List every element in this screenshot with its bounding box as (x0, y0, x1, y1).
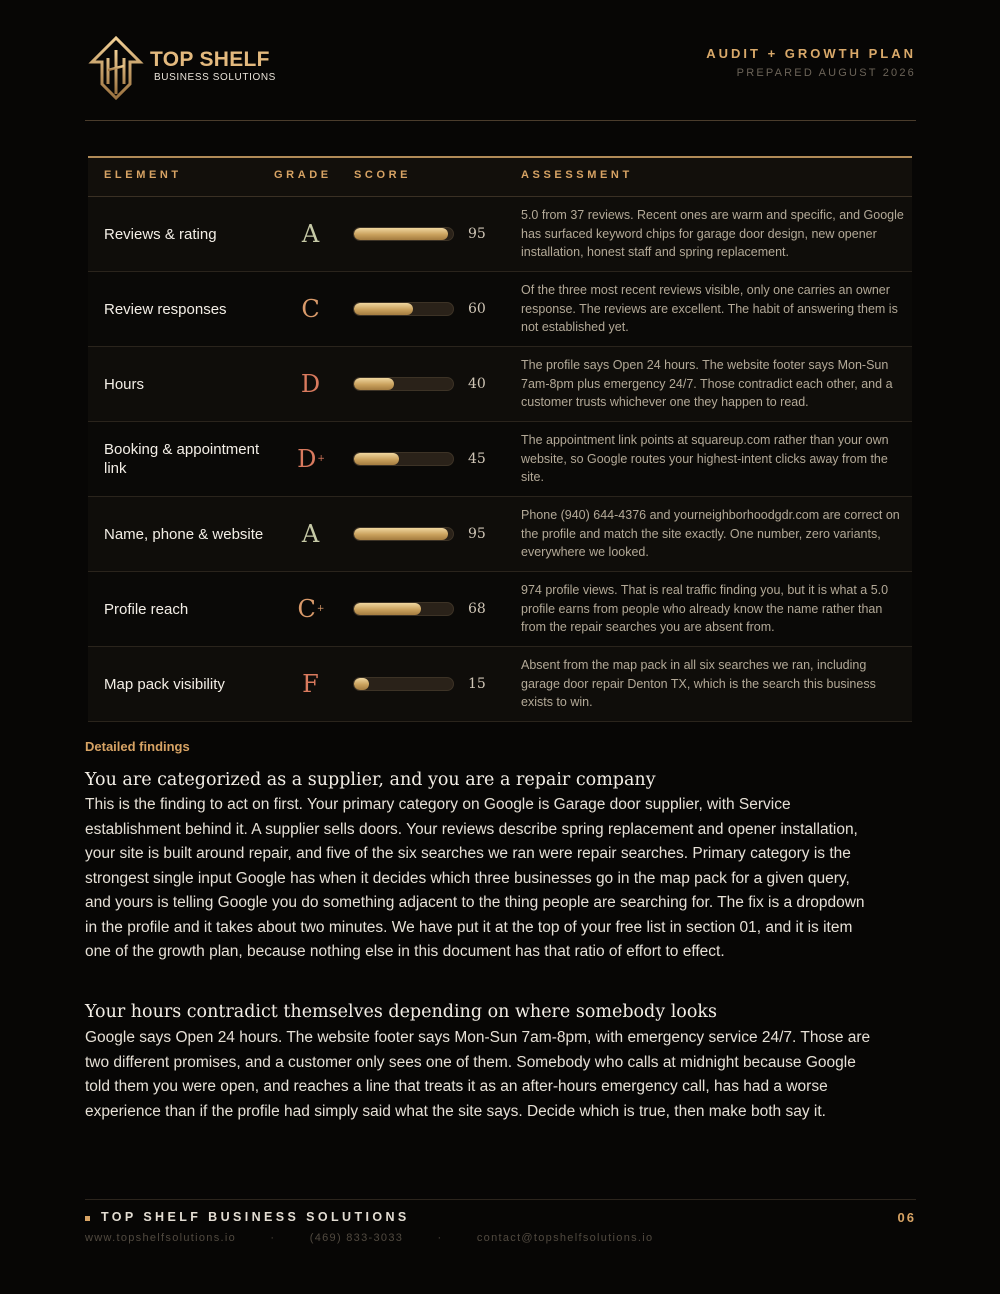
score-bar-fill (354, 678, 369, 690)
brand-name: TOP SHELF (150, 48, 270, 71)
grade-value: D (297, 445, 317, 473)
document-title: AUDIT + GROWTH PLAN (706, 46, 916, 61)
document-date: PREPARED AUGUST 2026 (736, 67, 916, 79)
assessment-text: Phone (940) 644-4376 and yourneighborhoodgdr.com are correct on the profile and match the site exactly. One number, zero variants, everywhere we looked. (521, 508, 900, 560)
grade-value: F (302, 670, 319, 698)
grade-letter (286, 197, 336, 271)
footer-brand: TOP SHELF BUSINESS SOLUTIONS (101, 1210, 410, 1224)
element-name: Review responses (104, 300, 227, 318)
score-bar-fill (354, 603, 421, 615)
grade-value: C (301, 295, 320, 323)
element-name: Profile reach (104, 600, 189, 618)
grade-letter (286, 347, 336, 421)
table-header (88, 158, 912, 197)
assessment-text: The appointment link points at squareup.com rather than your own website, so Google routes your highest-intent clicks away from the site. (521, 433, 889, 485)
table-row (88, 647, 912, 722)
finding-title: You are categorized as a supplier, and you are a repair company (85, 770, 656, 790)
grade-value: D (300, 370, 321, 398)
footer-phone[interactable]: (469) 833-3033 (309, 1232, 404, 1244)
column-header-score: SCORE (354, 169, 412, 181)
score-value: 40 (468, 376, 486, 392)
finding-body: Google says Open 24 hours. The website footer says Mon-Sun 7am-8pm, with emergency service 24/7. Those are two different promises, and a customer only sees one of them. Somebody who calls at midnight because Google told them you were open, and reaches a line that treats it as an after-hours emergency call, has had a worse experience than if the profile had simply said what the site says. Decide which is true, then make both say it. (85, 1029, 871, 1120)
column-header-grade: GRADE (274, 169, 332, 181)
column-header-assessment: ASSESSMENT (521, 169, 633, 181)
page-footer (85, 1199, 916, 1244)
element-name: Booking & appointment link (104, 441, 260, 477)
score-bar (353, 602, 454, 616)
score-bar-fill (354, 453, 399, 465)
score-bar (353, 527, 454, 541)
page-number: 06 (897, 1210, 916, 1225)
assessment-text: 5.0 from 37 reviews. Recent ones are warm and specific, and Google has surfaced keyword chips for garage door design, new opener installation, honest staff and spring replacement. (521, 208, 904, 260)
score-bar (353, 677, 454, 691)
score-value: 68 (468, 601, 486, 617)
footer-website-link[interactable]: www.topshelfsolutions.io (85, 1232, 237, 1244)
grade-plus: + (316, 604, 325, 614)
table-row (88, 422, 912, 497)
score-value: 60 (468, 301, 486, 317)
brand-logo (88, 36, 283, 100)
page-header (85, 36, 916, 121)
score-bar (353, 227, 454, 241)
column-header-element: ELEMENT (104, 169, 182, 181)
element-name: Reviews & rating (104, 225, 217, 243)
assessment-text: Absent from the map pack in all six searches we ran, including garage door repair Denton TX, which is the search this business exists to win. (521, 658, 876, 710)
table-body (88, 197, 912, 722)
table-row (88, 197, 912, 272)
shelf-arrow-logo-icon (88, 36, 144, 100)
grades-table (88, 156, 912, 722)
grade-value: C (297, 595, 316, 623)
score-bar-fill (354, 528, 448, 540)
score-value: 15 (468, 676, 486, 692)
grade-letter (286, 422, 336, 496)
element-name: Map pack visibility (104, 675, 225, 693)
footer-square-icon (85, 1216, 90, 1221)
score-bar-fill (354, 228, 448, 240)
grade-letter (286, 647, 336, 721)
table-row (88, 497, 912, 572)
assessment-text: The profile says Open 24 hours. The website footer says Mon-Sun 7am-8pm plus emergency 24/7. Those contradict each other, and a customer trusts whichever one they happen to read. (521, 358, 893, 410)
score-bar (353, 302, 454, 316)
table-row (88, 272, 912, 347)
footer-contact (85, 1232, 653, 1244)
score-bar (353, 452, 454, 466)
section-label: Detailed findings (85, 739, 190, 754)
score-bar-fill (354, 378, 394, 390)
finding-body: This is the finding to act on first. Your primary category on Google is Garage door supplier, with Service establishment behind it. A supplier sells doors. Your reviews describe spring replacement and opener installation, your site is built around repair, and five of the six searches we ran were repair searches. Primary category is the strongest single input Google has when it decides which three businesses go in the map pack for a given query, and yours is telling Google you do something adjacent to the thing people are searching for. The fix is a dropdown in the profile and it takes about two minutes. We have put it at the top of your free list in section 01, and it is item one of the growth plan, because nothing else in this document has that ratio of effort to effect. (85, 796, 865, 960)
grade-plus: + (317, 454, 325, 464)
score-value: 45 (468, 451, 486, 467)
grade-letter (286, 497, 336, 571)
score-value: 95 (468, 526, 486, 542)
brand-subtitle: BUSINESS SOLUTIONS (154, 72, 276, 83)
footer-separator: · (270, 1232, 276, 1244)
score-value: 95 (468, 226, 486, 242)
score-bar (353, 377, 454, 391)
score-bar-fill (354, 303, 413, 315)
footer-separator: · (437, 1232, 443, 1244)
grade-letter (286, 272, 336, 346)
table-row (88, 572, 912, 647)
element-name: Name, phone & website (104, 525, 264, 543)
grade-value: A (301, 520, 320, 548)
finding-title: Your hours contradict themselves depending on where somebody looks (85, 1002, 717, 1022)
element-name: Hours (104, 375, 145, 393)
footer-email-link[interactable]: contact@topshelfsolutions.io (476, 1232, 654, 1244)
table-row (88, 347, 912, 422)
grade-letter (286, 572, 336, 646)
assessment-text: Of the three most recent reviews visible, only one carries an owner response. The reviews are excellent. The habit of answering them is not established yet. (521, 283, 898, 335)
assessment-text: 974 profile views. That is real traffic finding you, but it is what a 5.0 profile earns from people who already know the name rather than from the repair searches you are absent from. (521, 583, 889, 635)
grade-value: A (301, 220, 320, 248)
